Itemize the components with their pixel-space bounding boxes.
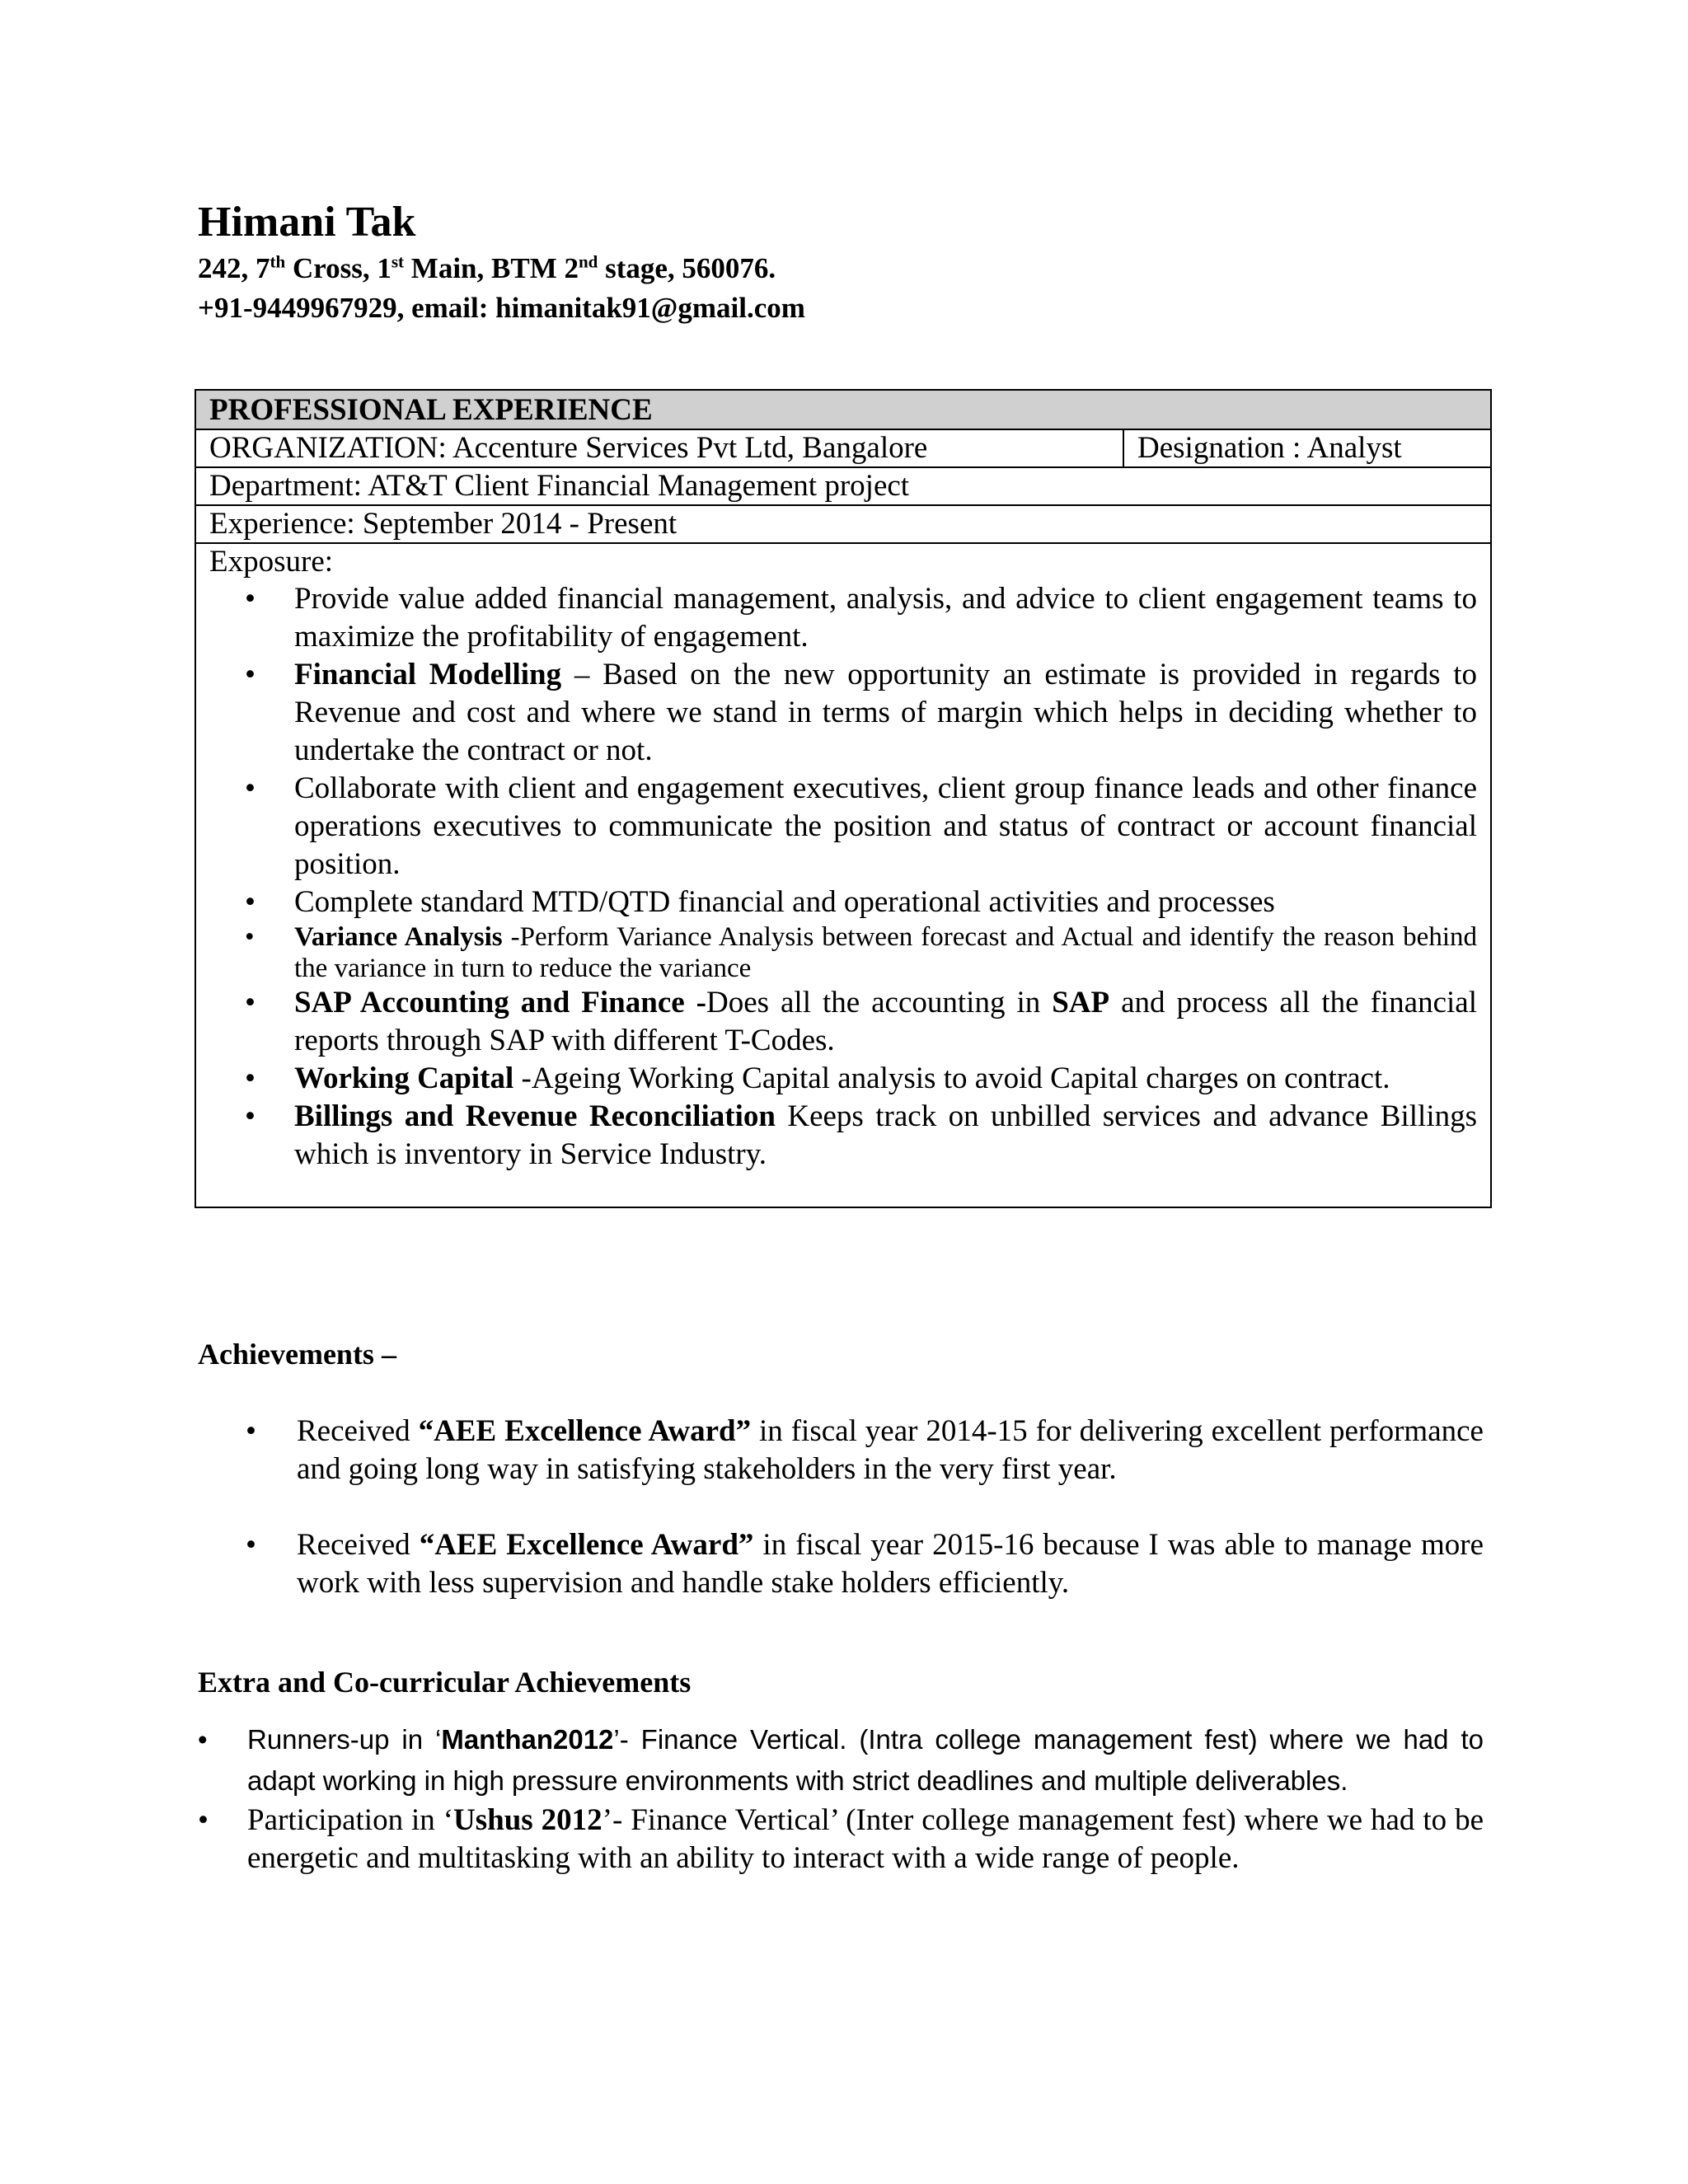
candidate-name: Himani Tak bbox=[198, 199, 416, 246]
exposure-list bbox=[209, 580, 1477, 1174]
extra-achievements-list bbox=[247, 1719, 1484, 1877]
list-item: • Received “AEE Excellence Award” in fiscal year 2015-16 because I was able to manage more work with less supervision and handle stake holders efficiently. bbox=[297, 1526, 1484, 1602]
list-item: • Working Capital -Ageing Working Capital analysis to avoid Capital charges on contract. bbox=[294, 1060, 1477, 1098]
list-item: • Participation in ‘Ushus 2012’- Finance Vertical’ (Inter college management fest) where we had to be energetic and multitasking with an ability to interact with a wide range of people. bbox=[247, 1802, 1484, 1877]
list-item: • Complete standard MTD/QTD financial and operational activities and processes bbox=[294, 883, 1477, 921]
address-line: 242, 7th Cross, 1st Main, BTM 2nd stage, 560076. bbox=[198, 251, 776, 284]
list-item: • Financial Modelling – Based on the new opportunity an estimate is provided in regards to Revenue and cost and where we stand in terms of margin which helps in deciding whether to undertake the contract or not. bbox=[294, 656, 1477, 770]
experience-heading: PROFESSIONAL EXPERIENCE bbox=[195, 390, 1491, 429]
list-item: • Provide value added financial management, analysis, and advice to client engagement teams to maximize the profitability of engagement. bbox=[294, 580, 1477, 656]
extra-achievements-title: Extra and Co-curricular Achievements bbox=[198, 1666, 692, 1699]
list-item: • Runners-up in ‘Manthan2012’- Finance Vertical. (Intra college management fest) where we had to adapt working in high pressure environments with strict deadlines and multiple deliverables. bbox=[247, 1719, 1484, 1802]
contact-line: +91-9449967929, email: himanitak91@gmail.com bbox=[198, 292, 805, 324]
experience-period-cell: Experience: September 2014 - Present bbox=[195, 505, 1491, 543]
list-item: • SAP Accounting and Finance -Does all the accounting in SAP and process all the financial reports through SAP with different T-Codes. bbox=[294, 984, 1477, 1060]
list-item: • Collaborate with client and engagement executives, client group finance leads and other finance operations executives to communicate the position and status of contract or account financial position. bbox=[294, 770, 1477, 883]
exposure-label: Exposure: bbox=[209, 545, 334, 579]
list-item: • Variance Analysis -Perform Variance Analysis between forecast and Actual and identify the reason behind the variance in turn to reduce the variance bbox=[294, 921, 1477, 984]
organization-cell: ORGANIZATION: Accenture Services Pvt Ltd, Bangalore bbox=[195, 429, 1123, 467]
department-cell: Department: AT&T Client Financial Management project bbox=[195, 467, 1491, 505]
achievements-title: Achievements – bbox=[198, 1338, 396, 1371]
list-item: • Received “AEE Excellence Award” in fiscal year 2014-15 for delivering excellent performance and going long way in satisfying stakeholders in the very first year. bbox=[297, 1413, 1484, 1488]
list-item: • Billings and Revenue Reconciliation Keeps track on unbilled services and advance Billings which is inventory in Service Industry. bbox=[294, 1098, 1477, 1174]
exposure-cell bbox=[195, 543, 1491, 1207]
resume-header bbox=[198, 196, 1484, 328]
designation-cell: Designation : Analyst bbox=[1123, 429, 1491, 467]
achievements-list bbox=[297, 1413, 1484, 1640]
experience-table bbox=[195, 389, 1492, 1208]
